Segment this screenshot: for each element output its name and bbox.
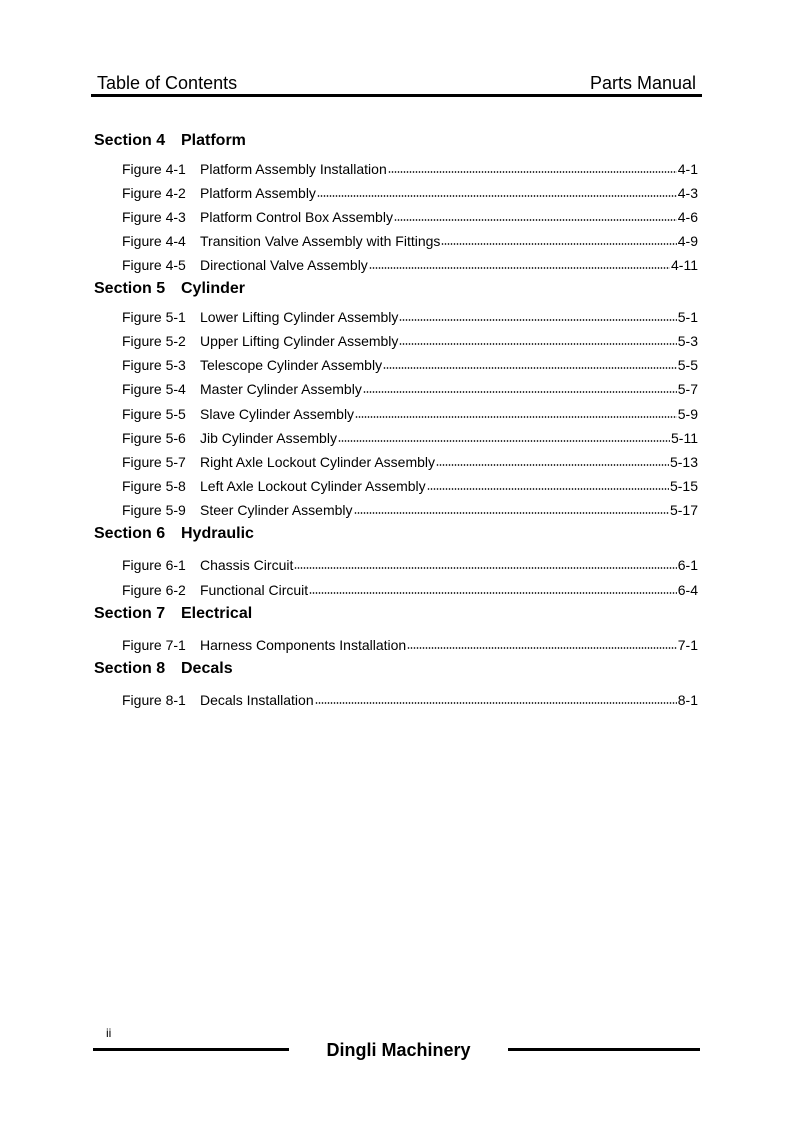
figure-number: Figure 5-5 <box>122 406 186 422</box>
page-reference: 8-1 <box>677 692 698 708</box>
toc-entry[interactable] <box>122 477 698 495</box>
dot-leader <box>441 242 676 246</box>
figure-number: Figure 5-1 <box>122 309 186 325</box>
page-number: ii <box>106 1026 112 1040</box>
section-number: Section 4 <box>94 132 166 149</box>
dot-leader <box>383 366 677 370</box>
figure-title: Transition Valve Assembly with Fittings <box>200 233 441 249</box>
figure-number: Figure 5-6 <box>122 430 186 446</box>
figure-title: Platform Assembly Installation <box>200 161 387 177</box>
page-reference: 4-6 <box>677 209 698 225</box>
dot-leader <box>294 566 676 570</box>
page-reference: 5-11 <box>671 430 698 446</box>
toc-entry[interactable] <box>122 691 698 709</box>
page-reference: 5-1 <box>677 309 698 325</box>
figure-title: Decals Installation <box>200 692 314 708</box>
section-title: Decals <box>181 660 233 677</box>
figure-number: Figure 4-2 <box>122 185 186 201</box>
figure-number: Figure 6-2 <box>122 582 186 598</box>
toc-entry[interactable] <box>122 453 698 471</box>
figure-title: Upper Lifting Cylinder Assembly <box>200 333 399 349</box>
figure-title: Master Cylinder Assembly <box>200 381 362 397</box>
figure-title: Jib Cylinder Assembly <box>200 430 337 446</box>
dot-leader <box>388 170 677 174</box>
section-title: Cylinder <box>181 280 246 297</box>
figure-number: Figure 4-4 <box>122 233 186 249</box>
header-manual-name: Parts Manual <box>589 73 696 93</box>
figure-title: Right Axle Lockout Cylinder Assembly <box>200 454 435 470</box>
toc-entry[interactable] <box>122 429 698 447</box>
dot-leader <box>355 415 677 419</box>
page-reference: 5-15 <box>669 478 698 494</box>
page-reference: 4-1 <box>677 161 698 177</box>
toc-entry[interactable] <box>122 556 698 574</box>
page-reference: 6-4 <box>677 582 698 598</box>
dot-leader <box>338 439 670 443</box>
figure-title: Platform Assembly <box>200 185 316 201</box>
section-number: Section 7 <box>94 605 166 622</box>
section-title: Hydraulic <box>181 525 254 542</box>
section-heading <box>94 131 246 151</box>
figure-number: Figure 5-3 <box>122 357 186 373</box>
dot-leader <box>369 266 670 270</box>
toc-entry[interactable] <box>122 636 698 654</box>
dot-leader <box>394 218 677 222</box>
dot-leader <box>315 701 677 705</box>
figure-number: Figure 5-2 <box>122 333 186 349</box>
toc-entry[interactable] <box>122 232 698 250</box>
figure-title: Slave Cylinder Assembly <box>200 406 355 422</box>
figure-number: Figure 5-8 <box>122 478 186 494</box>
toc-entry[interactable] <box>122 308 698 326</box>
toc-entry[interactable] <box>122 332 698 350</box>
page-reference: 7-1 <box>677 637 698 653</box>
toc-entry[interactable] <box>122 501 698 519</box>
footer-rule-left <box>93 1048 289 1051</box>
toc-entry[interactable] <box>122 160 698 178</box>
footer-rule-right <box>508 1048 700 1051</box>
figure-number: Figure 4-3 <box>122 209 186 225</box>
figure-title: Telescope Cylinder Assembly <box>200 357 383 373</box>
section-number: Section 6 <box>94 525 166 542</box>
section-heading <box>94 279 245 299</box>
toc-entry[interactable] <box>122 581 698 599</box>
figure-number: Figure 4-1 <box>122 161 186 177</box>
dot-leader <box>354 511 669 515</box>
dot-leader <box>399 342 676 346</box>
figure-title: Left Axle Lockout Cylinder Assembly <box>200 478 426 494</box>
toc-entry[interactable] <box>122 405 698 423</box>
figure-title: Lower Lifting Cylinder Assembly <box>200 309 399 325</box>
dot-leader <box>436 463 669 467</box>
figure-title: Harness Components Installation <box>200 637 407 653</box>
header-divider <box>91 94 702 97</box>
figure-number: Figure 8-1 <box>122 692 186 708</box>
footer-company: Dingli Machinery <box>326 1040 471 1060</box>
section-title: Platform <box>181 132 246 149</box>
dot-leader <box>317 194 677 198</box>
toc-entry[interactable] <box>122 208 698 226</box>
section-title: Electrical <box>181 605 253 622</box>
page-reference: 6-1 <box>677 557 698 573</box>
figure-title: Platform Control Box Assembly <box>200 209 393 225</box>
page-reference: 5-5 <box>677 357 698 373</box>
figure-title: Functional Circuit <box>200 582 309 598</box>
figure-title: Directional Valve Assembly <box>200 257 368 273</box>
page-reference: 4-11 <box>671 257 698 273</box>
toc-entry[interactable] <box>122 256 698 274</box>
toc-entry[interactable] <box>122 356 698 374</box>
dot-leader <box>399 318 676 322</box>
figure-number: Figure 7-1 <box>122 637 186 653</box>
page-reference: 5-13 <box>669 454 698 470</box>
page-reference: 4-3 <box>677 185 698 201</box>
page-reference: 4-9 <box>677 233 698 249</box>
section-heading <box>94 604 252 624</box>
figure-number: Figure 6-1 <box>122 557 186 573</box>
dot-leader <box>427 487 669 491</box>
section-number: Section 5 <box>94 280 166 297</box>
page-reference: 5-9 <box>677 406 698 422</box>
page-reference: 5-17 <box>669 502 698 518</box>
figure-number: Figure 4-5 <box>122 257 186 273</box>
toc-entry[interactable] <box>122 380 698 398</box>
figure-title: Chassis Circuit <box>200 557 294 573</box>
toc-entry[interactable] <box>122 184 698 202</box>
figure-number: Figure 5-9 <box>122 502 186 518</box>
section-heading <box>94 524 254 544</box>
dot-leader <box>407 646 677 650</box>
figure-title: Steer Cylinder Assembly <box>200 502 353 518</box>
figure-number: Figure 5-4 <box>122 381 186 397</box>
header-title: Table of Contents <box>97 73 238 93</box>
dot-leader <box>309 591 677 595</box>
page-reference: 5-3 <box>677 333 698 349</box>
page-reference: 5-7 <box>677 381 698 397</box>
dot-leader <box>363 390 677 394</box>
figure-number: Figure 5-7 <box>122 454 186 470</box>
section-number: Section 8 <box>94 660 166 677</box>
section-heading <box>94 659 233 679</box>
